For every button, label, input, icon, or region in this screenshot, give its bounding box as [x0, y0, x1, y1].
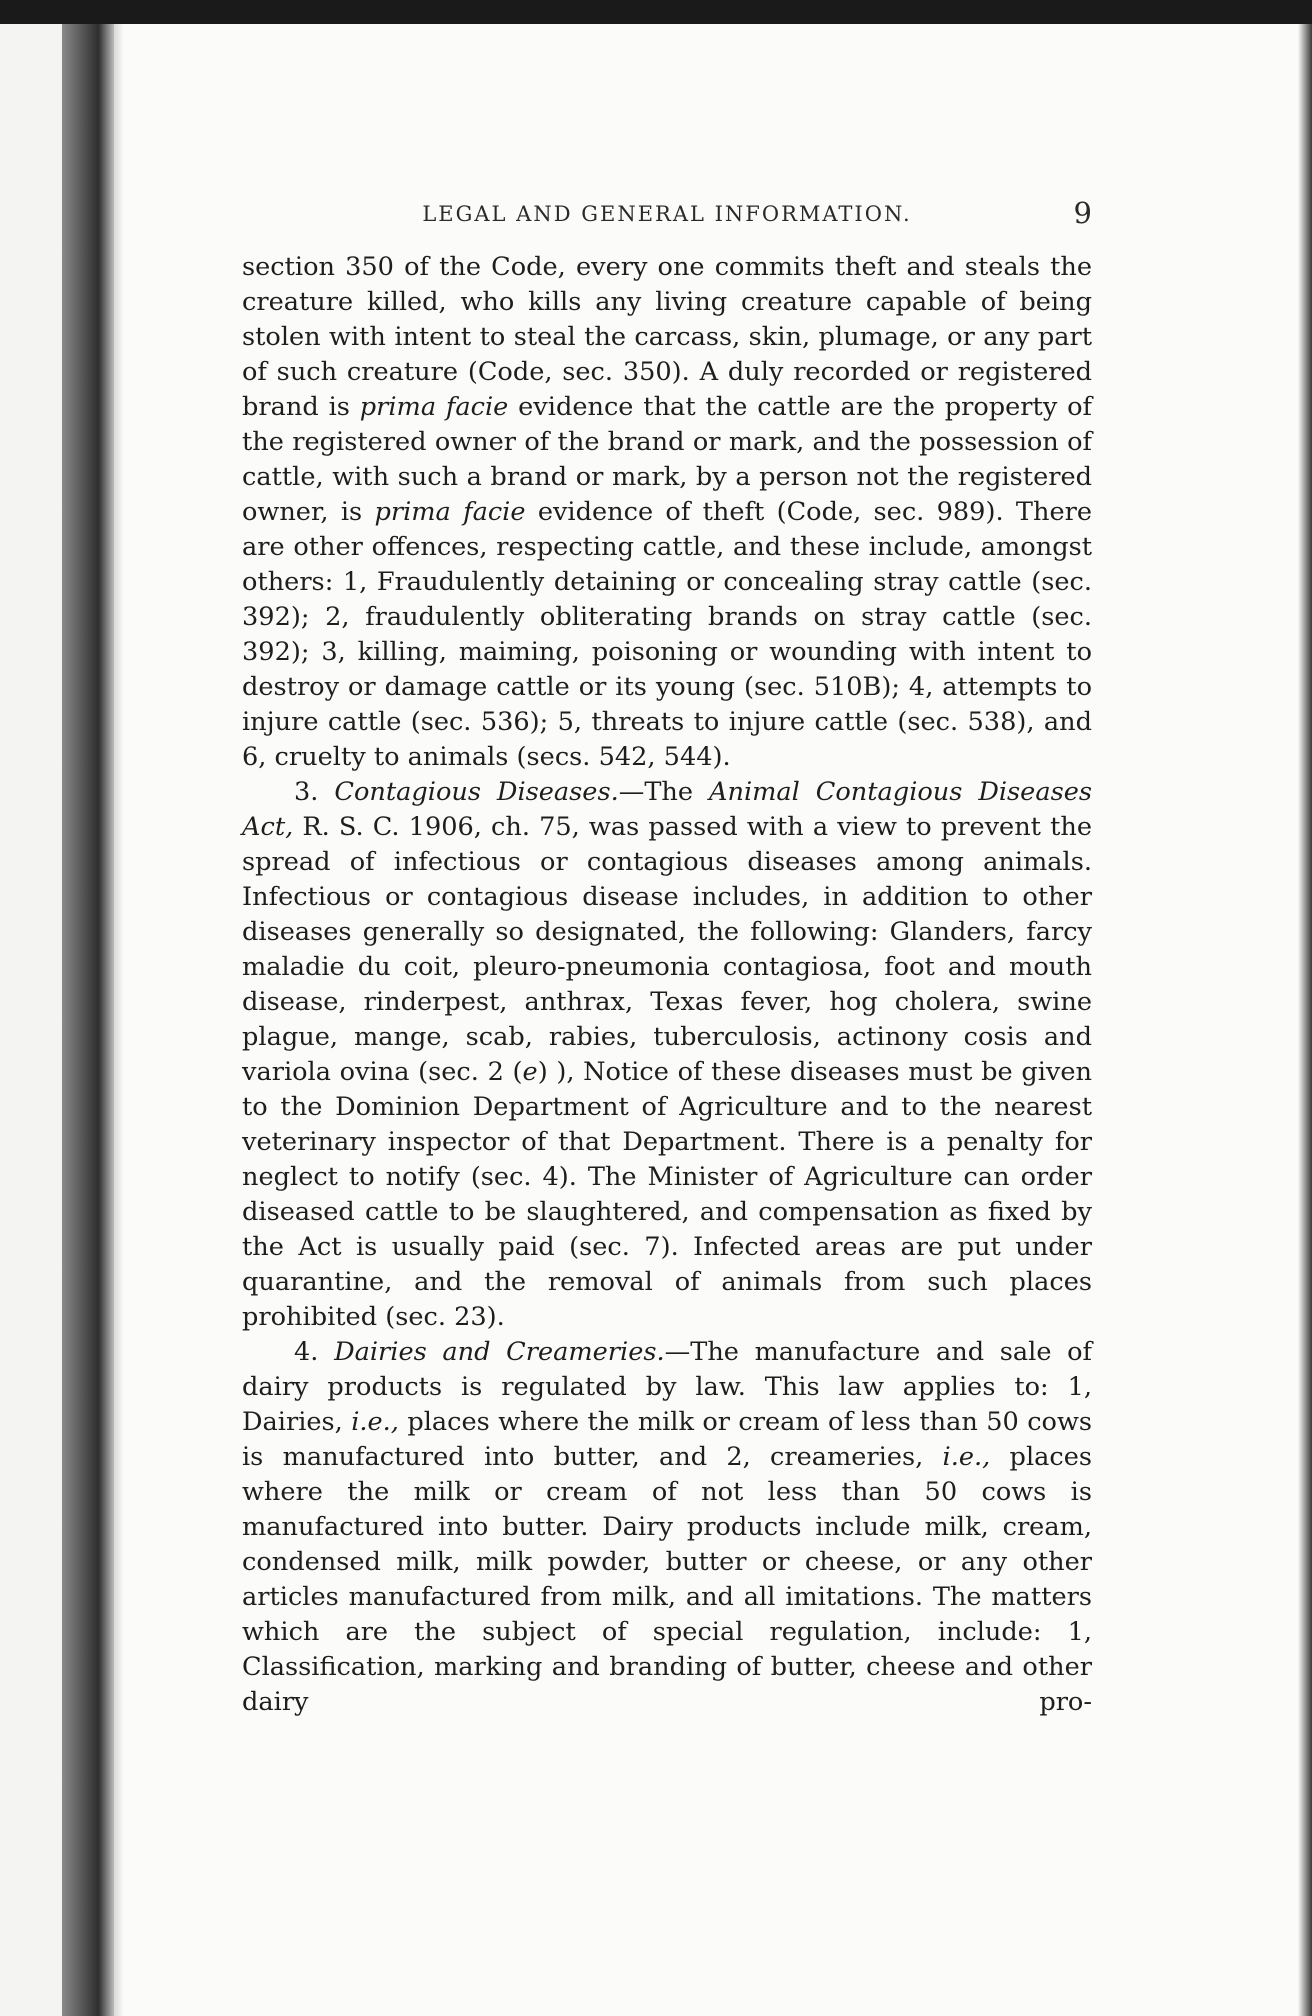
text-segment: R. S. C. 1906, ch. 75, was passed with a view to prevent the spread of infectious or contagious diseases among animals. Infectious or contagious disease includes, in addition to other diseases generally so designated, the following: Glanders, farcy maladie du coit, pleuro-pneumonia contagiosa, foot and mouth disease, rinderpest, anthrax, Texas fever, hog cholera, swine plague, mange, scab, rabies, tuberculosis, actinony cosis and variola ovina (sec. 2 (	[242, 812, 1092, 1087]
binding-gutter-shadow	[62, 24, 114, 2016]
text-segment: places where the milk or cream of less than 50 cows is manufactured into butter, and 2, creameries,	[242, 1407, 1092, 1472]
right-page-edge	[1298, 24, 1312, 2016]
paragraph-theft-of-cattle	[242, 250, 1092, 775]
text-segment: places where the milk or cream of not less than 50 cows is manufactured into butter. Dairy products include milk, cream, condensed milk, milk powder, butter or cheese, or any other articles manufactured from milk, and all imitations. The matters which are the subject of special regulation, include: 1, Classification, marking and branding of butter, cheese and other dairy pro-	[242, 1442, 1093, 1717]
italic-term: prima facie	[374, 497, 526, 527]
italic-term: e	[522, 1057, 538, 1087]
section-heading: Dairies and Creameries.	[334, 1337, 665, 1367]
left-page-edge	[0, 24, 62, 2016]
text-segment: evidence that the cattle are the property of the registered owner of the brand or mark, and the possession of cattle, with such a brand or mark, by a person not the registered owner, is	[242, 392, 1093, 527]
text-segment: evidence of theft (Code, sec. 989). There are other offences, respecting cattle, and these include, amongst others: 1, Fraudulently detaining or concealing stray cattle (sec. 392); 2, fraudulently obliterating brands on stray cattle (sec. 392); 3, killing, maiming, poisoning or wounding with intent to destroy or damage cattle or its young (sec. 510B); 4, attempts to injure cattle (sec. 536); 5, threats to injure cattle (sec. 538), and 6, cruelty to animals (secs. 542, 544).	[242, 497, 1092, 772]
page-number: 9	[1073, 196, 1092, 230]
running-head	[242, 196, 1092, 236]
body-text	[242, 250, 1092, 1720]
scan-top-border	[0, 0, 1312, 24]
section-number: 4.	[294, 1337, 335, 1367]
section-number: 3.	[294, 777, 335, 807]
running-title: LEGAL AND GENERAL INFORMATION.	[422, 202, 912, 226]
text-segment: section 350 of the Code, every one commits theft and steals the creature killed, who kills any living creature capable of being stolen with intent to steal the carcass, skin, plumage, or any part of such creature (Code, sec. 350). A duly recorded or registered brand is	[242, 252, 1092, 422]
section-heading: Contagious Diseases.	[334, 777, 619, 807]
text-segment: —The	[618, 777, 709, 807]
act-title: Animal Contagious Diseases Act,	[242, 777, 1093, 842]
text-segment: —The manufacture and sale of dairy products is regulated by law. This law applies to: 1, Dairies,	[242, 1337, 1092, 1437]
book-page	[242, 196, 1092, 1720]
gutter-highlight	[114, 24, 124, 2016]
paragraph-dairies-creameries	[242, 1335, 1092, 1720]
italic-term: prima facie	[359, 392, 509, 422]
italic-term: i.e.,	[942, 1442, 991, 1472]
text-segment: ) ), Notice of these diseases must be given to the Dominion Department of Agriculture and to the nearest veterinary inspector of that Department. There is a penalty for neglect to notify (sec. 4). The Minister of Agriculture can order diseased cattle to be slaughtered, and compensation as fixed by the Act is usually paid (sec. 7). Infected areas are put under quarantine, and the removal of animals from such places prohibited (sec. 23).	[242, 1057, 1092, 1332]
paragraph-contagious-diseases	[242, 775, 1092, 1335]
italic-term: i.e.,	[351, 1407, 399, 1437]
